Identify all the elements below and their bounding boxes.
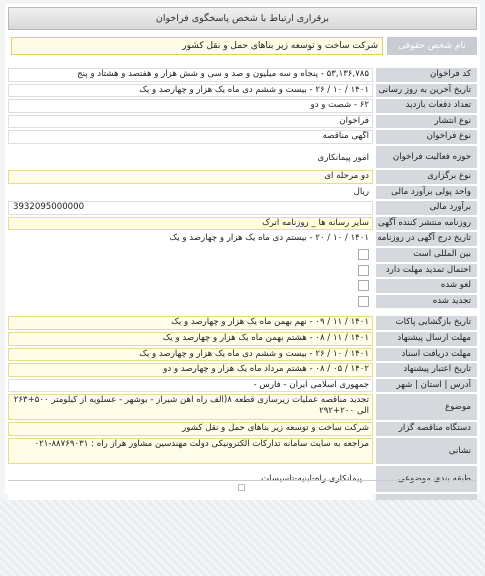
- page-background-pattern: [0, 500, 485, 576]
- field-value: فراخوان: [8, 115, 373, 129]
- field-label: نشانی: [376, 438, 477, 464]
- row-call-type: [8, 129, 477, 145]
- row-docs-deadline: [8, 347, 477, 363]
- row-address-2: [8, 437, 477, 465]
- field-value: ۱۴۰۲ / ۰۵ / ۰۸ - هشتم مرداد ماه یک هزار و چهارصد و دو: [8, 363, 373, 377]
- field-label: برآورد مالی: [376, 201, 477, 215]
- field-label: موضوع: [376, 394, 477, 420]
- row-extension: [8, 263, 477, 279]
- field-value: 3932095000000: [8, 201, 373, 215]
- field-value: امور پیمانکاری: [8, 146, 373, 168]
- field-value: ۶۲ - شصت و دو: [8, 99, 373, 113]
- footer-marker: [238, 484, 245, 491]
- field-label: نوع انتشار: [376, 115, 477, 129]
- field-value: پیمانکاری راه-ابنیه-تاسیسات: [8, 466, 373, 492]
- field-value: شرکت ساخت و توسعه زیر بناهای حمل و نقل کشور: [8, 422, 373, 436]
- field-value: ۱۴۰۱ / ۱۱ / ۰۸ - هشتم بهمن ماه یک هزار و چهارصد و یک: [8, 332, 373, 346]
- row-renewed: [8, 294, 477, 310]
- field-value: ریال: [8, 186, 373, 200]
- field-label: واحد پولی برآورد مالی: [376, 186, 477, 200]
- row-organizer: [8, 421, 477, 437]
- renewed-checkbox: [358, 296, 369, 307]
- row-updated: [8, 83, 477, 99]
- canceled-checkbox: [358, 280, 369, 291]
- row-validity: [8, 362, 477, 378]
- contact-row: [8, 37, 477, 55]
- row-activity: [8, 145, 477, 169]
- international-checkbox: [358, 249, 369, 260]
- field-label: مهلت دریافت اسناد: [376, 348, 477, 362]
- contact-header[interactable]: برقراری ارتباط با شخص پاسخگوی فراخوان: [8, 7, 477, 30]
- contact-label: نام شخص حقوقی: [387, 37, 477, 55]
- field-value: ۱۴۰۱ / ۱۰ / ۲۶ - بیست و ششم دی ماه یک هزار و چهارصد و یک: [8, 348, 373, 362]
- field-label: تعداد دفعات بازدید: [376, 99, 477, 113]
- field-value: سایر رسانه ها _ روزنامه اترک: [8, 217, 373, 231]
- row-canceled: [8, 278, 477, 294]
- field-label: تاریخ درج آگهی در روزنامه: [376, 232, 477, 246]
- field-label: تجدید شده: [376, 295, 477, 309]
- row-currency: [8, 185, 477, 201]
- field-value: مراجعه به سایت سامانه تدارکات الکترونیکی دولت مهندسین مشاور هراز راه : ۸۸۷۶۹۰۳۱-۰۲۱: [8, 438, 373, 464]
- detail-panel: [5, 4, 480, 494]
- field-label: تاریخ اعتبار پیشنهاد: [376, 363, 477, 377]
- field-label: نوع برگزاری: [376, 170, 477, 184]
- extension-checkbox: [358, 265, 369, 276]
- field-label: حوزه فعالیت فراخوان: [376, 146, 477, 168]
- field-value: ۱۴۰۱ / ۱۰ / ۲۶ - بیست و ششم دی ماه یک هزار و چهارصد و یک: [8, 84, 373, 98]
- field-value: آگهی مناقصه: [8, 130, 373, 144]
- contact-value: شرکت ساخت و توسعه زیر بناهای حمل و نقل کشور: [11, 37, 383, 55]
- field-label: احتمال تمدید مهلت دارد: [376, 264, 477, 278]
- field-value: تجدید مناقصه عملیات زیرسازی قطعه ۸(الف راه آهن شیراز - بوشهر - عسلویه از کیلومتر ۵۰۰+۲۶۳ الی ۲۰۰+۲۹۲: [8, 394, 373, 420]
- row-visits: [8, 98, 477, 114]
- field-label: مهلت ارسال پیشنهاد: [376, 332, 477, 346]
- field-value: دو مرحله ای: [8, 170, 373, 184]
- field-value: ۱۴۰۱ / ۱۱ / ۰۹ - نهم بهمن ماه یک هزار و چهارصد و یک: [8, 316, 373, 330]
- details-table: [8, 67, 477, 517]
- field-label: بین المللی است: [376, 248, 477, 262]
- field-label: روزنامه منتشر کننده آگهی: [376, 217, 477, 231]
- field-label: کد فراخوان: [376, 68, 477, 82]
- row-ad-date: [8, 231, 477, 247]
- row-address: [8, 378, 477, 394]
- row-submit-deadline: [8, 331, 477, 347]
- field-label: تاریخ آخرین به روز رسانی: [376, 84, 477, 98]
- field-value: ۱۴۰۱ / ۱۰ / ۲۰ - بیستم دی ماه یک هزار و چهارصد و یک: [8, 232, 373, 246]
- row-international: [8, 247, 477, 263]
- row-holding: [8, 169, 477, 185]
- field-label: دستگاه مناقصه گزار: [376, 422, 477, 436]
- row-publish-type: [8, 114, 477, 130]
- field-label: نوع فراخوان: [376, 130, 477, 144]
- field-label: تاریخ بازگشایی پاکات: [376, 316, 477, 330]
- row-code: [8, 67, 477, 83]
- row-estimate: [8, 200, 477, 216]
- row-newspaper: [8, 216, 477, 232]
- row-opening-date: [8, 315, 477, 331]
- row-subject: [8, 393, 477, 421]
- field-label: لغو شده: [376, 279, 477, 293]
- field-value: جمهوری اسلامی ایران - فارس -: [8, 379, 373, 393]
- field-label: آدرس | استان | شهر: [376, 379, 477, 393]
- field-label: طبقه بندی موضوعی: [376, 466, 477, 492]
- footer-box: [8, 480, 477, 495]
- field-value: ۵۳,۱۳۶,۷۸۵ - پنجاه و سه میلیون و صد و سی و شش هزار و هفتصد و هشتاد و پنج: [8, 68, 373, 82]
